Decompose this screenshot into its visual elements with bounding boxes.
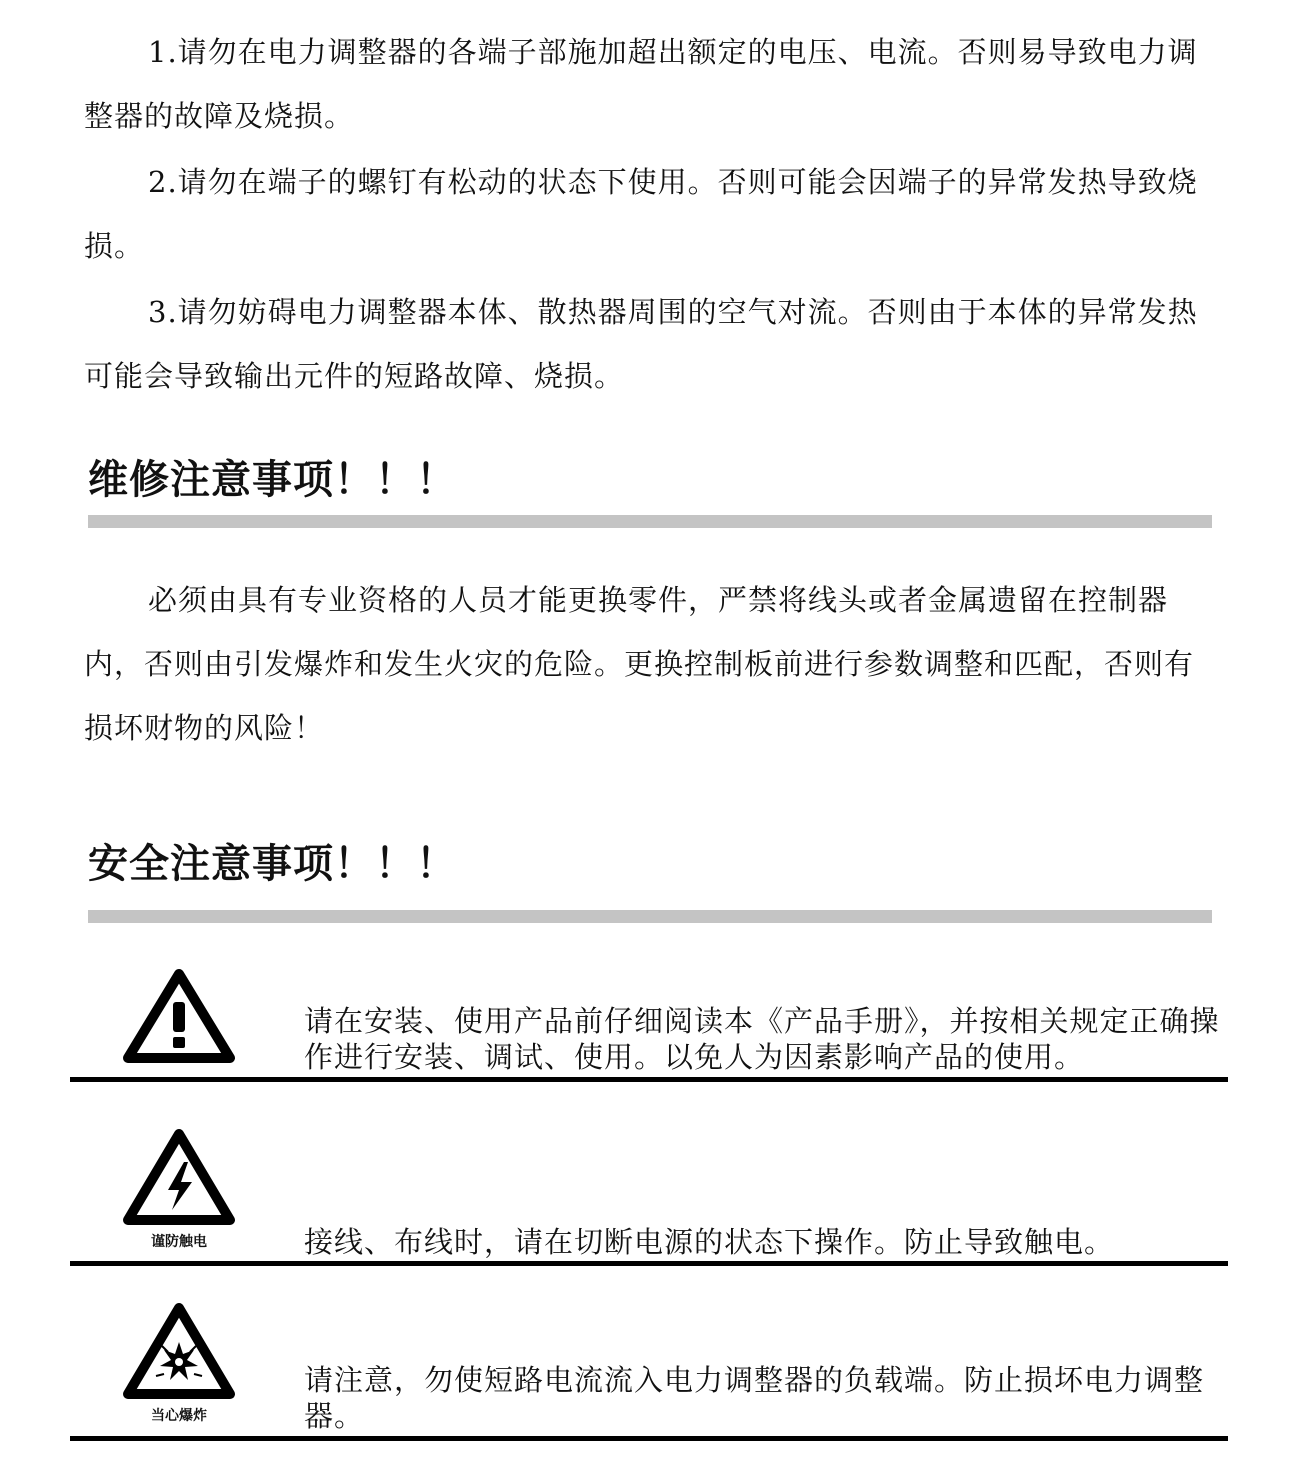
intro-paragraph-2: 2.请勿在端子的螺钉有松动的状态下使用。否则可能会因端子的异常发热导致烧损。	[84, 165, 1198, 263]
safety-item-1-text: 请在安装、使用产品前仔细阅读本《产品手册》，并按相关规定正确操作进行安装、调试、使用。以免人为因素影响产品的使用。	[304, 1004, 1220, 1074]
item-divider	[70, 1261, 1228, 1266]
item-divider	[70, 1077, 1228, 1082]
safety-item-2-text: 接线、布线时，请在切断电源的状态下操作。防止导致触电。	[304, 1225, 1115, 1259]
intro-paragraph-3: 3.请勿妨碍电力调整器本体、散热器周围的空气对流。否则由于本体的异常发热可能会导致输出元件的短路故障、烧损。	[84, 295, 1198, 393]
exclamation-warning-icon	[122, 968, 236, 1068]
safety-item-3-text: 请注意，勿使短路电流流入电力调整器的负载端。防止损坏电力调整器。	[304, 1363, 1205, 1433]
maintenance-title: 维修注意事项！！！	[88, 457, 457, 503]
explosion-caption: 当心爆炸	[151, 1408, 207, 1424]
maintenance-text: 必须由具有专业资格的人员才能更换零件，严禁将线头或者金属遗留在控制器内，否则由引发爆炸和发生火灾的危险。更换控制板前进行参数调整和匹配，否则有损坏财物的风险！	[84, 583, 1195, 745]
intro-paragraph-1: 1.请勿在电力调整器的各端子部施加超出额定的电压、电流。否则易导致电力调整器的故障及烧损。	[84, 35, 1198, 133]
section-divider	[88, 910, 1212, 923]
item-divider	[70, 1436, 1228, 1441]
safety-title: 安全注意事项！！！	[88, 841, 457, 887]
electric-shock-warning-icon	[122, 1128, 236, 1230]
explosion-warning-icon	[122, 1302, 236, 1404]
section-divider	[88, 515, 1212, 528]
shock-caption: 谨防触电	[151, 1234, 207, 1250]
